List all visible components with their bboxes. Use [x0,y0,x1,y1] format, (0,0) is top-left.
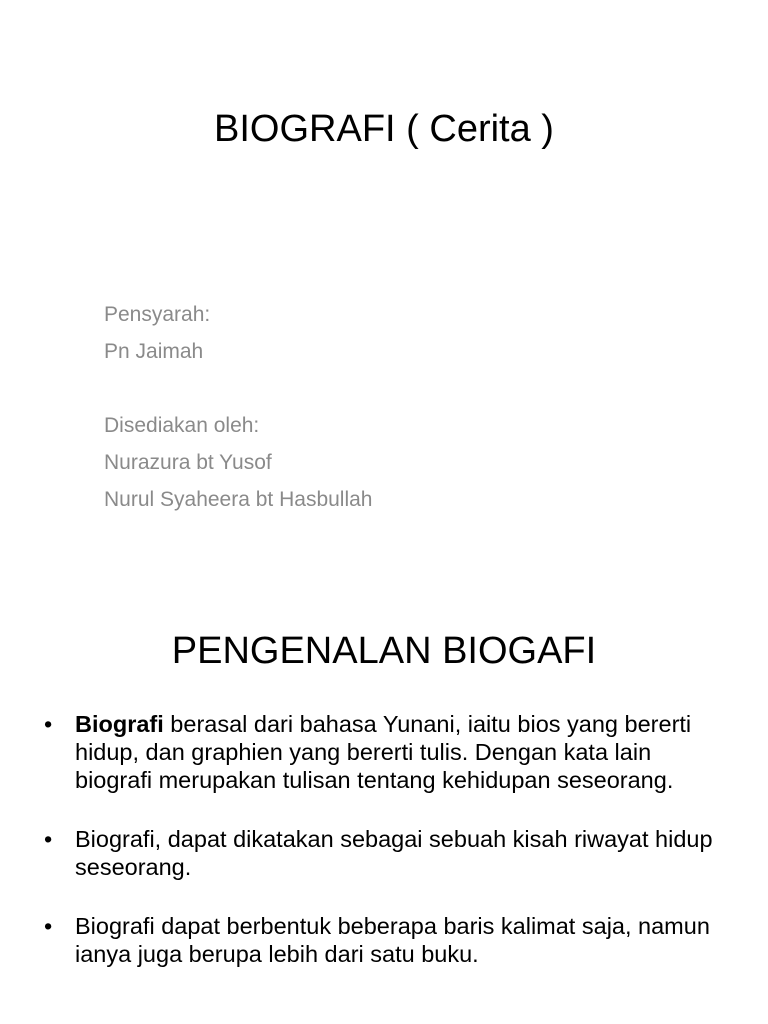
bullet-list [44,710,734,968]
bullet-item [44,710,734,794]
bullet-icon: • [44,711,53,737]
lecturer-label: Pensyarah: [104,303,211,326]
author-name: Nurul Syaheera bt Hasbullah [104,488,373,511]
prepared-by-label: Disediakan oleh: [104,414,260,437]
slide-subtitle [104,296,373,518]
bullet-item [44,912,734,968]
bullet-body: berasal dari bahasa Yunani, iaitu bios yang bererti hidup, dan graphien yang bererti tulis. Dengan kata lain biografi merupakan tulisan tentang kehidupan seseorang. [75,711,692,793]
bullet-icon: • [44,913,53,939]
bullet-text [75,711,691,793]
bullet-body: Biografi dapat berbentuk beberapa baris kalimat saja, namun ianya juga berupa lebih dari satu buku. [75,913,710,967]
bullet-bold-term: Biografi [75,711,164,737]
author-name: Nurazura bt Yusof [104,451,272,474]
slide-introduction [0,576,768,1024]
bullet-icon: • [44,826,53,852]
slide-introduction-heading: PENGENALAN BIOGAFI [171,630,597,672]
slide-title-heading: BIOGRAFI ( Cerita ) [214,108,554,150]
bullet-item [44,825,734,881]
lecturer-name: Pn Jaimah [104,340,204,363]
bullet-text [75,826,713,880]
subtitle-spacer [104,370,373,407]
bullet-body: Biografi, dapat dikatakan sebagai sebuah kisah riwayat hidup seseorang. [75,826,713,880]
bullet-text [75,913,710,967]
